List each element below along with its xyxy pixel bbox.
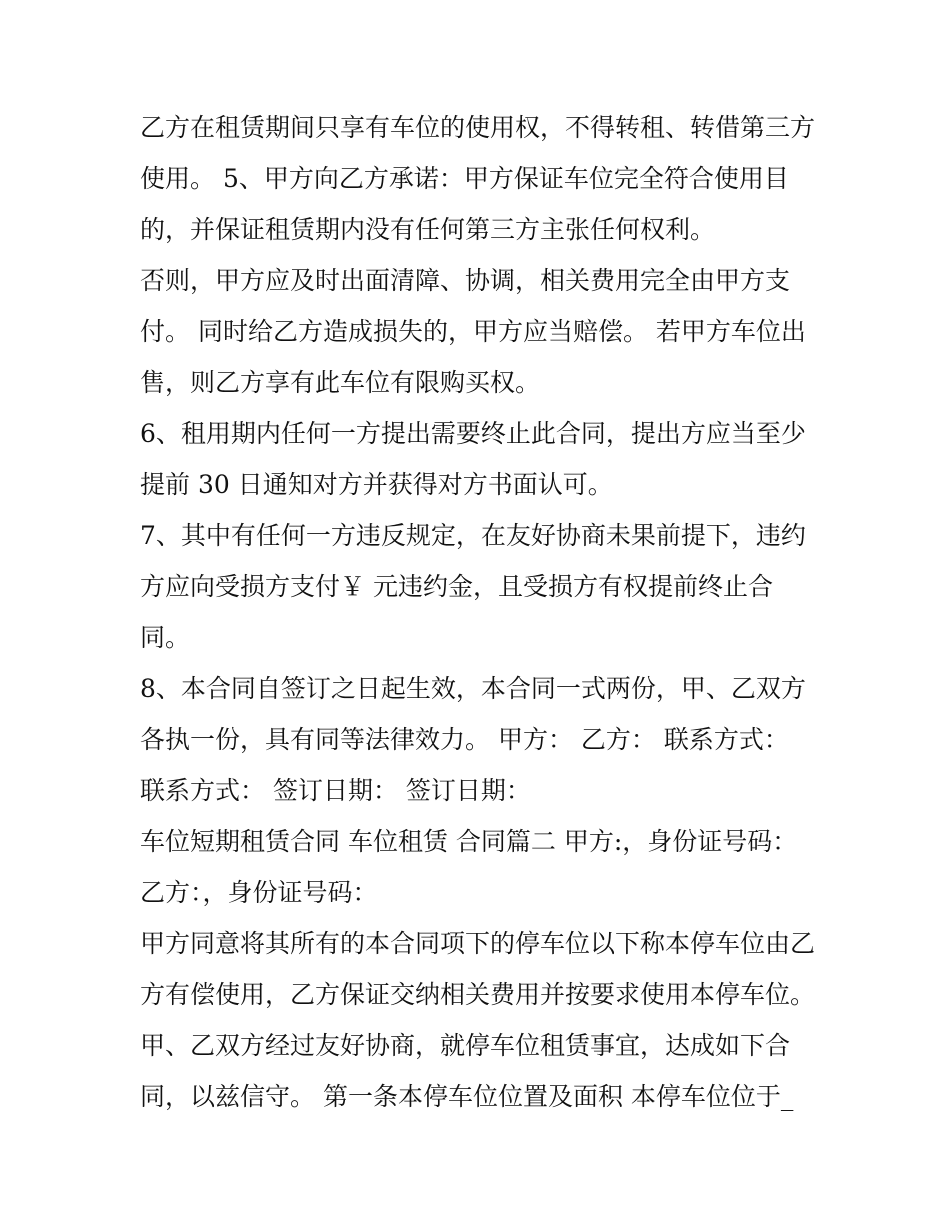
text-line: 6、租用期内任何一方提出需要终止此合同，提出方应当至少 [140,419,806,448]
text-line: 提前 30 日通知对方并获得对方书面认可。 [140,470,613,499]
text-line: 8、本合同自签订之日起生效，本合同一式两份，甲、乙双方 [140,674,806,703]
text-line: 同，以兹信守。 第一条本停车位位置及面积 本停车位位于_ [140,1082,794,1111]
text-line: 方应向受损方支付￥ 元违约金，且受损方有权提前终止合 [140,572,773,601]
text-line: 售，则乙方享有此车位有限购买权。 [140,368,541,397]
text-line: 使用。 5、甲方向乙方承诺：甲方保证车位完全符合使用目 [140,164,789,193]
text-line: 联系方式： 签订日期： 签订日期： [140,776,531,805]
text-line: 否则，甲方应及时出面清障、协调，相关费用完全由甲方支 [140,266,791,295]
text-line: 车位短期租赁合同 车位租赁 合同篇二 甲方:，身份证号码： [140,827,798,856]
text-line: 同。 [140,623,191,652]
text-line: 付。 同时给乙方造成损失的，甲方应当赔偿。 若甲方车位出 [140,317,806,346]
text-line: 7、其中有任何一方违反规定，在友好协商未果前提下，违约 [140,521,806,550]
text-line: 甲、乙双方经过友好协商，就停车位租赁事宜，达成如下合 [140,1031,791,1060]
text-line: 方有偿使用，乙方保证交纳相关费用并按要求使用本停车位。 [140,980,816,1009]
text-line: 的，并保证租赁期内没有任何第三方主张任何权利。 [140,215,716,244]
text-line: 乙方：，身份证号码： [140,878,378,907]
text-line: 甲方同意将其所有的本合同项下的停车位以下称本停车位由乙 [140,929,816,958]
text-line: 各执一份，具有同等法律效力。 甲方： 乙方： 联系方式： [140,725,789,754]
text-line: 乙方在租赁期间只享有车位的使用权，不得转租、转借第三方 [140,113,816,142]
